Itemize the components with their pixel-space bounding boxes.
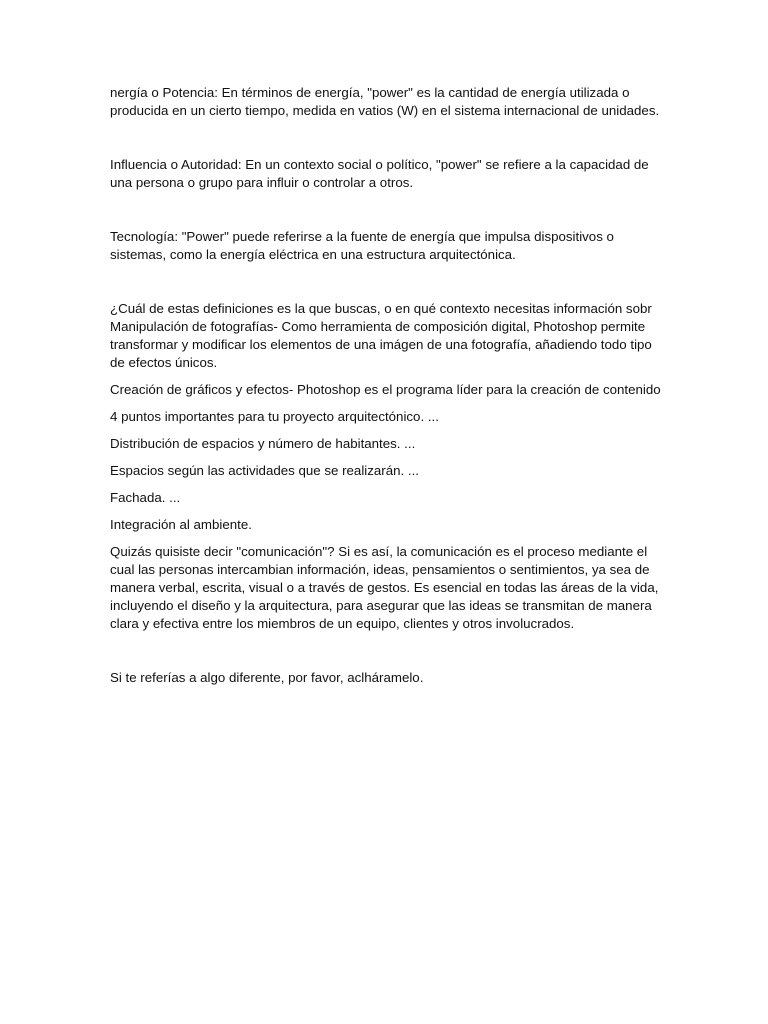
paragraph-puntos-importantes: 4 puntos importantes para tu proyecto arquitectónico. ... [110,409,439,424]
paragraph-influencia: Influencia o Autoridad: En un contexto social o político, "power" se refiere a la capacidad de una persona o grupo para influir o controlar a otros. [110,157,649,190]
paragraph-photoshop-manipulacion: ¿Cuál de estas definiciones es la que buscas, o en qué contexto necesitas información sobr Manipulación de fotografías- Como herramienta de composición digital, Photoshop permite transformar y modificar los elementos de una imágen de una fotografía, añadiendo todo tipo de efectos únicos. [110,301,652,370]
paragraph-tecnologia: Tecnología: "Power" puede referirse a la fuente de energía que impulsa dispositivos o sistemas, como la energía eléctrica en una estructura arquitectónica. [110,229,614,262]
paragraph-photoshop-graficos: Creación de gráficos y efectos- Photoshop es el programa líder para la creación de contenido [110,382,661,397]
paragraph-fachada: Fachada. ... [110,490,181,505]
paragraph-integracion: Integración al ambiente. [110,517,252,532]
paragraph-comunicacion: Quizás quisiste decir "comunicación"? Si es así, la comunicación es el proceso mediante el cual las personas intercambian información, ideas, pensamientos o sentimientos, ya sea de manera verbal, escrita, visual o a través de gestos. Es esencial en todas las áreas de la vida, incluyendo el diseño y la arquitectura, para asegurar que las ideas se transmitan de manera clara y efectiva entre los miembros de un equipo, clientes y otros involucrados. [110,544,659,631]
document-page [110,84,670,687]
paragraph-espacios: Espacios según las actividades que se realizarán. ... [110,463,419,478]
paragraph-energia: nergía o Potencia: En términos de energía, "power" es la cantidad de energía utilizada o producida en un cierto tiempo, medida en vatios (W) en el sistema internacional de unidades. [110,85,660,118]
paragraph-aclaracion: Si te referías a algo diferente, por favor, aclháramelo. [110,670,424,685]
paragraph-distribucion: Distribución de espacios y número de habitantes. ... [110,436,416,451]
